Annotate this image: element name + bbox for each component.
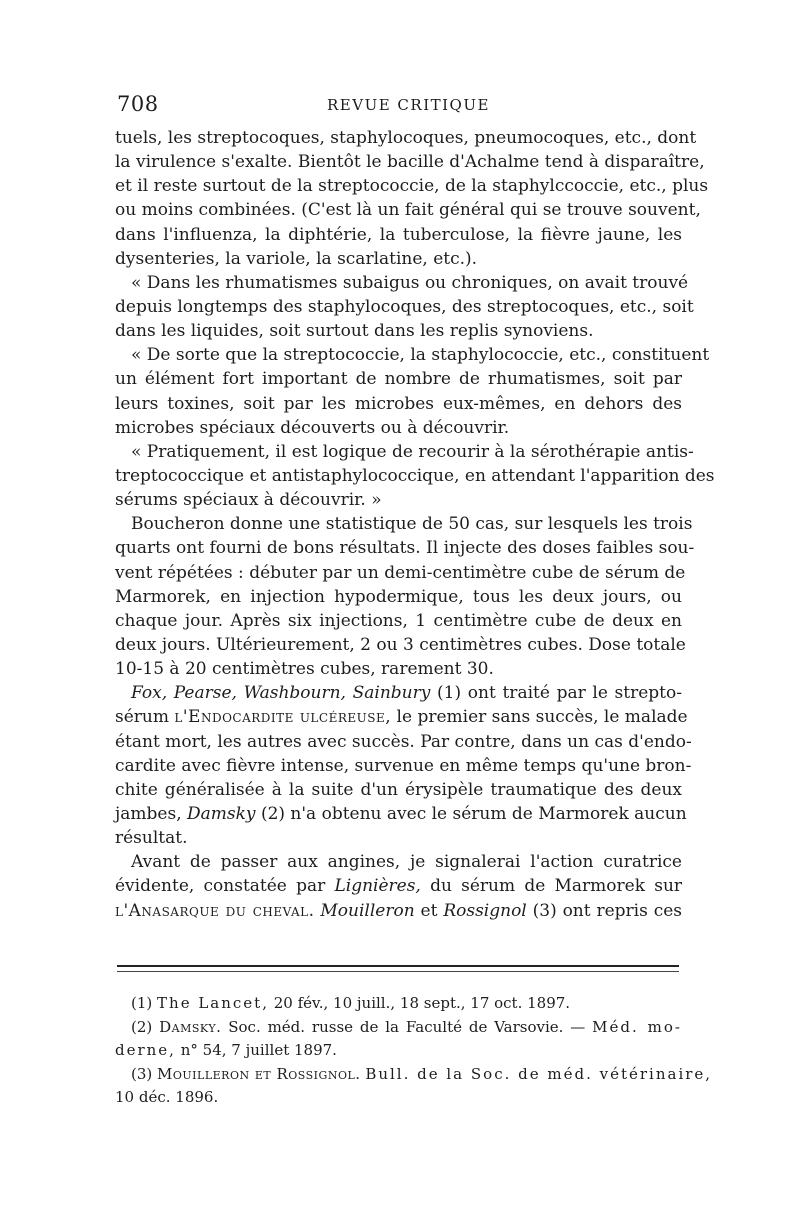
footnote-author: Damsky.: [159, 1017, 222, 1036]
footnote-journal: Bull. de la Soc. de méd. vétérinaire,: [365, 1064, 713, 1083]
text-span: le premier sans succès, le malade: [396, 707, 688, 728]
text-line: Boucheron donne une statistique de 50 cas, sur lesquels les trois: [131, 514, 693, 535]
text-line: [115, 899, 682, 923]
footnote-mark: (3): [131, 1064, 153, 1083]
page-header: [117, 92, 682, 122]
text-line: dysenteries, la variole, la scarlatine, etc.).: [115, 248, 478, 269]
text-line: tuels, les streptocoques, staphylocoques, pneumocoques, etc., dont: [115, 128, 697, 148]
small-caps-term: l'Anasarque du cheval.: [115, 900, 315, 921]
text-line: un élément fort important de nombre de rhumatismes, soit par: [115, 369, 682, 390]
text-line: depuis longtemps des staphylocoques, des streptocoques, etc., soit: [115, 296, 694, 317]
footnote-3: [115, 1063, 713, 1087]
author-name: Lignières,: [334, 876, 421, 897]
footnote-divider: [117, 965, 679, 967]
text-line: [115, 874, 682, 898]
text-line: sérums spéciaux à découvrir. »: [115, 490, 382, 511]
footnote-ref: (1): [437, 683, 462, 704]
body-text: [115, 126, 715, 923]
running-title: REVUE CRITIQUE: [327, 96, 490, 114]
text-span: évidente, constatée par: [115, 876, 326, 897]
text-span: sérum: [115, 707, 169, 728]
footnote-2: [115, 1016, 682, 1040]
text-span: ont traité par le strepto-: [467, 683, 682, 704]
text-line: [115, 681, 682, 705]
footnotes: [115, 992, 713, 1110]
text-line: « De sorte que la streptococcie, la staphylococcie, etc., constituent: [131, 345, 710, 366]
text-line: dans les liquides, soit surtout dans les replis synoviens.: [115, 321, 594, 342]
author-name: Mouilleron: [320, 900, 415, 921]
text-span: jambes,: [115, 803, 182, 824]
footnote-journal: Méd. mo-: [592, 1017, 682, 1036]
text-line: cardite avec fièvre intense, survenue en même temps qu'une bron-: [115, 755, 692, 776]
author-name: Damsky: [187, 803, 256, 824]
text-span: du sérum de Marmorek sur: [430, 876, 683, 897]
text-line: « Dans les rhumatismes subaigus ou chroniques, on avait trouvé: [131, 272, 689, 293]
text-line: microbes spéciaux découverts ou à découvrir.: [115, 417, 510, 438]
footnote-text: 20 fév., 10 juill., 18 sept., 17 oct. 1897.: [273, 994, 571, 1012]
page-number: 708: [117, 92, 159, 116]
text-line: chaque jour. Après six injections, 1 centimètre cube de deux en: [115, 610, 682, 631]
text-span: (3) ont repris ces: [532, 900, 682, 921]
small-caps-term: l'Endocardite ulcéreuse,: [174, 707, 392, 728]
text-line: ou moins combinées. (C'est là un fait général qui se trouve souvent,: [115, 200, 701, 221]
footnote-1: [115, 992, 682, 1016]
footnote-text: n° 54, 7 juillet 1897.: [180, 1041, 337, 1059]
text-line: Marmorek, en injection hypodermique, tous les deux jours, ou: [115, 586, 682, 607]
text-line: leurs toxines, soit par les microbes eux-mêmes, en dehors des: [115, 393, 682, 414]
text-span: et: [420, 900, 438, 921]
text-line: résultat.: [115, 828, 188, 849]
footnote-divider-thin: [117, 971, 679, 972]
author-names: Fox, Pearse, Washbourn, Sainbury: [131, 683, 431, 704]
author-name: Rossignol: [443, 900, 527, 921]
footnote-2-cont: [115, 1039, 682, 1063]
text-line: vent répétées : débuter par un demi-centimètre cube de sérum de: [115, 562, 686, 583]
footnote-mark: (2): [131, 1017, 153, 1036]
text-line: chite généralisée à la suite d'un érysipèle traumatique des deux: [115, 779, 682, 800]
text-line: treptococcique et antistaphylococcique, en attendant l'apparition des: [115, 465, 715, 486]
footnote-author: Mouilleron et Rossignol.: [157, 1064, 361, 1083]
text-line: quarts ont fourni de bons résultats. Il injecte des doses faibles sou-: [115, 538, 695, 559]
text-line: deux jours. Ultérieurement, 2 ou 3 centimètres cubes. Dose totale: [115, 634, 686, 655]
text-line: la virulence s'exalte. Bientôt le bacille d'Achalme tend à disparaître,: [115, 152, 705, 173]
text-line: [115, 705, 688, 729]
text-line: 10-15 à 20 centimètres cubes, rarement 30.: [115, 659, 494, 680]
footnote-mark: (1): [131, 994, 153, 1012]
footnote-source: The Lancet,: [157, 994, 269, 1012]
footnote-journal: derne,: [115, 1041, 176, 1059]
text-line: étant mort, les autres avec succès. Par contre, dans un cas d'endo-: [115, 731, 692, 752]
text-line: Avant de passer aux angines, je signalerai l'action curatrice: [131, 852, 682, 873]
text-span: (2) n'a obtenu avec le sérum de Marmorek aucun: [260, 803, 687, 824]
text-line: [115, 802, 687, 826]
text-line: et il reste surtout de la streptococcie, de la staphylccoccie, etc., plus: [115, 176, 709, 197]
footnote-text: Soc. méd. russe de la Faculté de Varsovie. —: [228, 1017, 586, 1036]
text-line: dans l'influenza, la diphtérie, la tuberculose, la fièvre jaune, les: [115, 224, 682, 245]
text-line: « Pratiquement, il est logique de recourir à la sérothérapie antis-: [131, 441, 694, 462]
footnote-3-cont: 10 déc. 1896.: [115, 1088, 219, 1106]
